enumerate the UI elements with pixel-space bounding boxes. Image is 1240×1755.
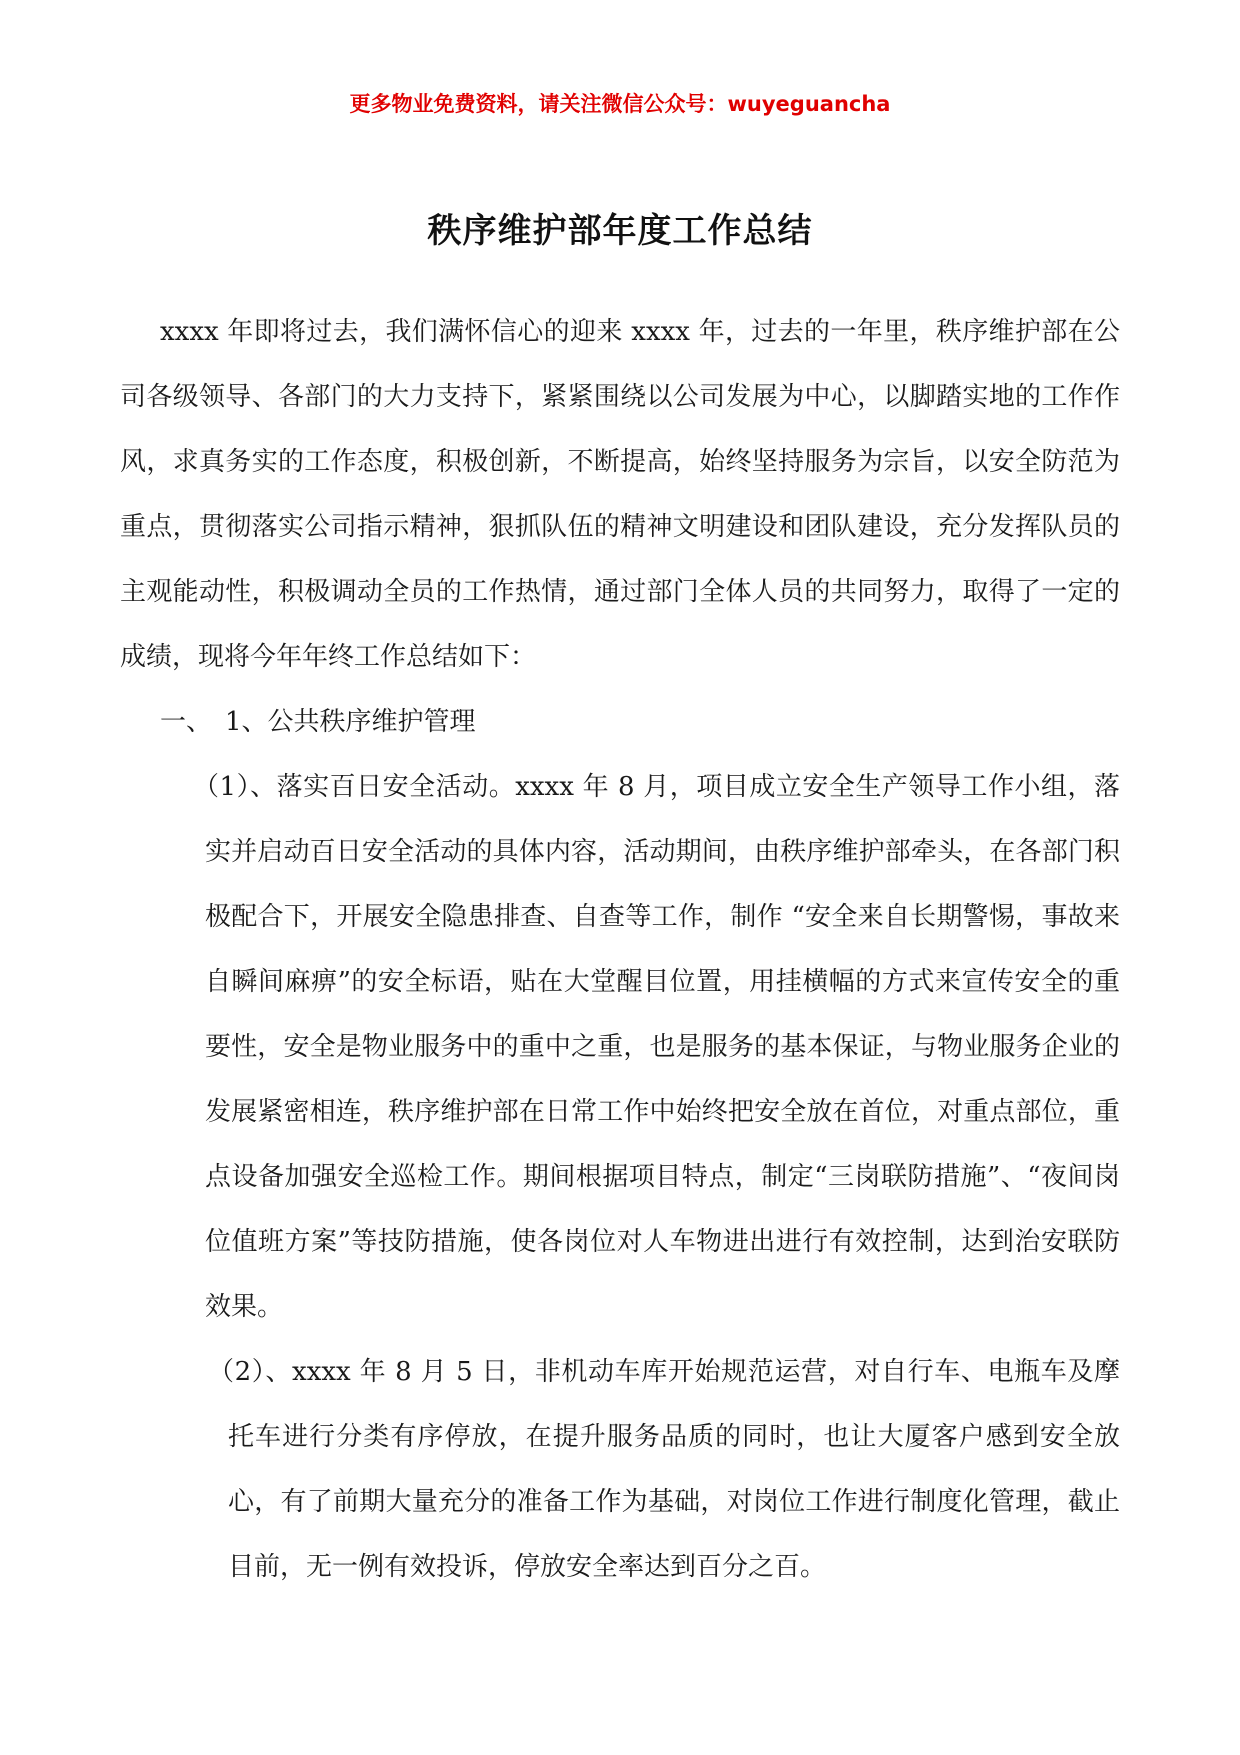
list-item-1: （1）、落实百日安全活动。xxxx 年 8 月，项目成立安全生产领导工作小组，落实并启动百日安全活动的具体内容，活动期间，由秩序维护部牵头，在各部门积极配合下，开展安全隐患排查、自查等工作，制作 “安全来自长期警惕，事故来自瞬间麻痹”的安全标语，贴在大堂醒目位置，用挂横幅的方式来宣传安全的重要性，安全是物业服务中的重中之重，也是服务的基本保证，与物业服务企业的发展紧密相连，秩序维护部在日常工作中始终把安全放在首位，对重点部位，重点设备加强安全巡检工作。期间根据项目特点，制定“三岗联防措施”、“夜间岗位值班方案”等技防措施，使各岗位对人车物进出进行有效控制，达到治安联防效果。 [193, 772, 1120, 1322]
document-body [120, 300, 1120, 1600]
promo-banner: 更多物业免费资料，请关注微信公众号：wuyeguancha [349, 92, 891, 116]
intro-paragraph: xxxx 年即将过去，我们满怀信心的迎来 xxxx 年，过去的一年里，秩序维护部在公司各级领导、各部门的大力支持下，紧紧围绕以公司发展为中心，以脚踏实地的工作作风，求真务实的工作态度，积极创新，不断提高，始终坚持服务为宗旨，以安全防范为重点，贯彻落实公司指示精神，狠抓队伍的精神文明建设和团队建设，充分发挥队员的主观能动性，积极调动全员的工作热情，通过部门全体人员的共同努力，取得了一定的成绩，现将今年年终工作总结如下： [120, 317, 1120, 672]
document-title: 秩序维护部年度工作总结 [427, 211, 813, 251]
list-item-2: （2）、xxxx 年 8 月 5 日，非机动车库开始规范运营，对自行车、电瓶车及摩托车进行分类有序停放，在提升服务品质的同时，也让大厦客户感到安全放心，有了前期大量充分的准备工作为基础，对岗位工作进行制度化管理，截止目前，无一例有效投诉，停放安全率达到百分之百。 [208, 1357, 1120, 1582]
section-heading-text: 1、公共秩序维护管理 [225, 707, 476, 737]
section-heading [120, 690, 1120, 755]
section-number: 一、 [160, 707, 213, 737]
